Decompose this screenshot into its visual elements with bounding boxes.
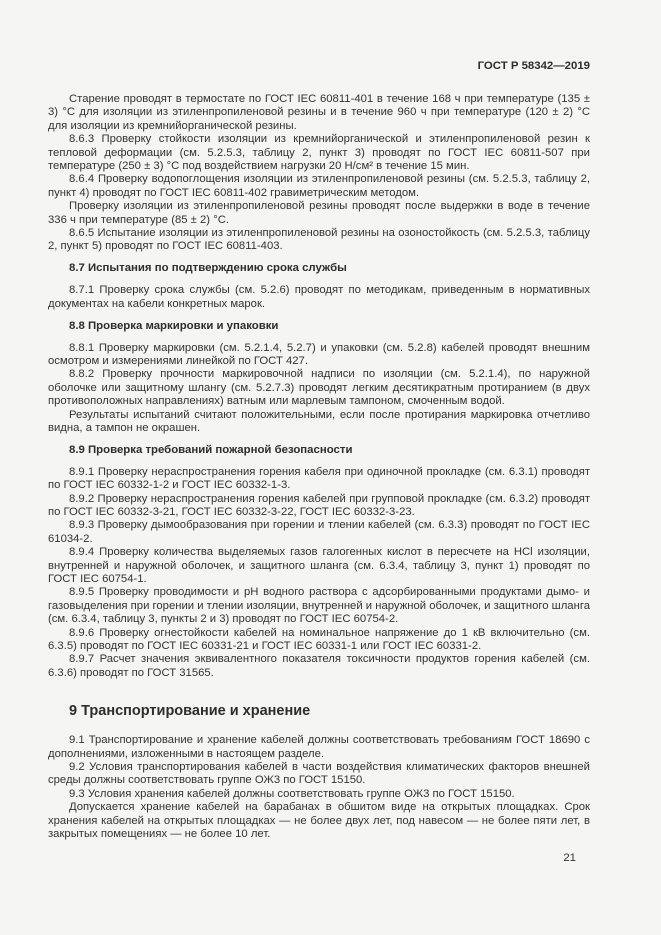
- page-number: 21: [563, 851, 576, 864]
- paragraph: 9.1 Транспортирование и хранение кабелей должны соответствовать требованиям ГОСТ 18690 с дополнениями, изложенными в настоящем разделе.: [48, 734, 590, 760]
- paragraph: 9.3 Условия хранения кабелей должны соответствовать группе ОЖ3 по ГОСТ 15150.: [69, 787, 515, 800]
- section-heading: 8.8 Проверка маркировки и упаковки: [69, 319, 279, 332]
- paragraph: 8.6.3 Проверку стойкости изоляции из кремнийорганической и этиленпропиленовой резин к тепловой деформации (см. 5.2.5.3, таблицу 2, пункт 3) проводят по ГОСТ IEC 60811-507 при температуре (250 ± 3) °С под воздействием нагрузки 20 Н/см² в течение 15 мин.: [48, 133, 590, 173]
- paragraph: 8.7.1 Проверку срока службы (см. 5.2.6) проводят по методикам, приведенным в нормативных документах на кабели конкретных марок.: [48, 284, 590, 310]
- paragraph: 8.9.1 Проверку нераспространения горения кабеля при одиночной прокладке (см. 6.3.1) проводят по ГОСТ IEC 60332-1-2 и ГОСТ IEC 60332-1-3.: [48, 465, 590, 492]
- paragraph: 8.9.3 Проверку дымообразования при горении и тлении кабелей (см. 6.3.3) проводят по ГОСТ IEC 61034-2.: [48, 519, 590, 545]
- paragraph: 8.9.4 Проверку количества выделяемых газов галогенных кислот в пересчете на HCl изоляции, внутренней и наружной оболочек, и защитного шланга (см. 6.3.4, таблицу 3, пункт 1) проводят по ГОСТ IEC 60754-1.: [48, 546, 590, 585]
- paragraph: 8.9.7 Расчет значения эквивалентного показателя токсичности продуктов горения кабелей (см. 6.3.6) проводят по ГОСТ 31565.: [48, 653, 590, 679]
- paragraph: Старение проводят в термостате по ГОСТ IEC 60811-401 в течение 168 ч при температуре (135 ± 3) °С для изоляции из этиленпропиленовой резины и в течение 960 ч при температуре (120 ± 2) °С для изоляции из кремнийорганической резины.: [48, 93, 590, 132]
- paragraph: 8.6.5 Испытание изоляции из этиленпропиленовой резины на озоностойкость (см. 5.2.5.3, таблицу 2, пункт 5) проводят по ГОСТ IEC 60811-403.: [48, 227, 590, 253]
- section-heading: 8.7 Испытания по подтверждению срока службы: [69, 262, 347, 275]
- paragraph: 8.9.6 Проверку огнестойкости кабелей на номинальное напряжение до 1 кВ включительно (см. 6.3.5) проводят по ГОСТ IEC 60331-21 и ГОСТ IEC 60331-1 или ГОСТ IEC 60331-2.: [48, 626, 590, 653]
- paragraph: 8.8.2 Проверку прочности маркировочной надписи по изоляции (см. 5.2.1.4), по наружной оболочке или защитному шлангу (см. 5.2.7.3) проводят легким десятикратным протиранием (в двух противоположных направлениях) ватным или марлевым тампоном, смоченным водой.: [48, 368, 590, 408]
- paragraph: Результаты испытаний считают положительными, если после протирания маркировка отчетливо видна, а тампон не окрашен.: [48, 408, 590, 434]
- paragraph: Проверку изоляции из этиленпропиленовой резины проводят после выдержки в воде в течение 336 ч при температуре (85 ± 2) °С.: [48, 200, 590, 226]
- document-content: [48, 93, 590, 842]
- paragraph: 8.8.1 Проверку маркировки (см. 5.2.1.4, 5.2.7) и упаковки (см. 5.2.8) кабелей проводят внешним осмотром и измерениями линейкой по ГОСТ 427.: [48, 341, 590, 367]
- document-header: ГОСТ Р 58342—2019: [477, 60, 590, 72]
- paragraph: Допускается хранение кабелей на барабанах в обшитом виде на открытых площадках. Срок хранения кабелей на открытых площадках — не более двух лет, под навесом — не более пяти лет, в закрытых помещениях — не более 10 лет.: [48, 801, 590, 841]
- paragraph: 8.6.4 Проверку водопоглощения изоляции из этиленпропиленовой резины (см. 5.2.5.3, таблицу 2, пункт 4) проводят по ГОСТ IEC 60811-402 гравиметрическим методом.: [48, 173, 590, 199]
- section-heading: 8.9 Проверка требований пожарной безопасности: [69, 443, 353, 456]
- section-heading: 9 Транспортирование и хранение: [69, 703, 311, 720]
- paragraph: 8.9.2 Проверку нераспространения горения кабелей при групповой прокладке (см. 6.3.2) проводят по ГОСТ IEC 60332-3-21, ГОСТ IEC 60332-3-22, ГОСТ IEC 60332-3-23.: [48, 492, 590, 518]
- paragraph: 9.2 Условия транспортирования кабелей в части воздействия климатических факторов внешней среды должны соответствовать группе ОЖ3 по ГОСТ 15150.: [48, 761, 590, 787]
- paragraph: 8.9.5 Проверку проводимости и pH водного раствора с адсорбированными продуктами дымо- и газовыделения при горении и тлении изоляции, внутренней и наружной оболочек, и защитного шланга (см. 6.3.4, таблицу 3, пункты 2 и 3) проводят по ГОСТ IEC 60754-2.: [48, 586, 590, 626]
